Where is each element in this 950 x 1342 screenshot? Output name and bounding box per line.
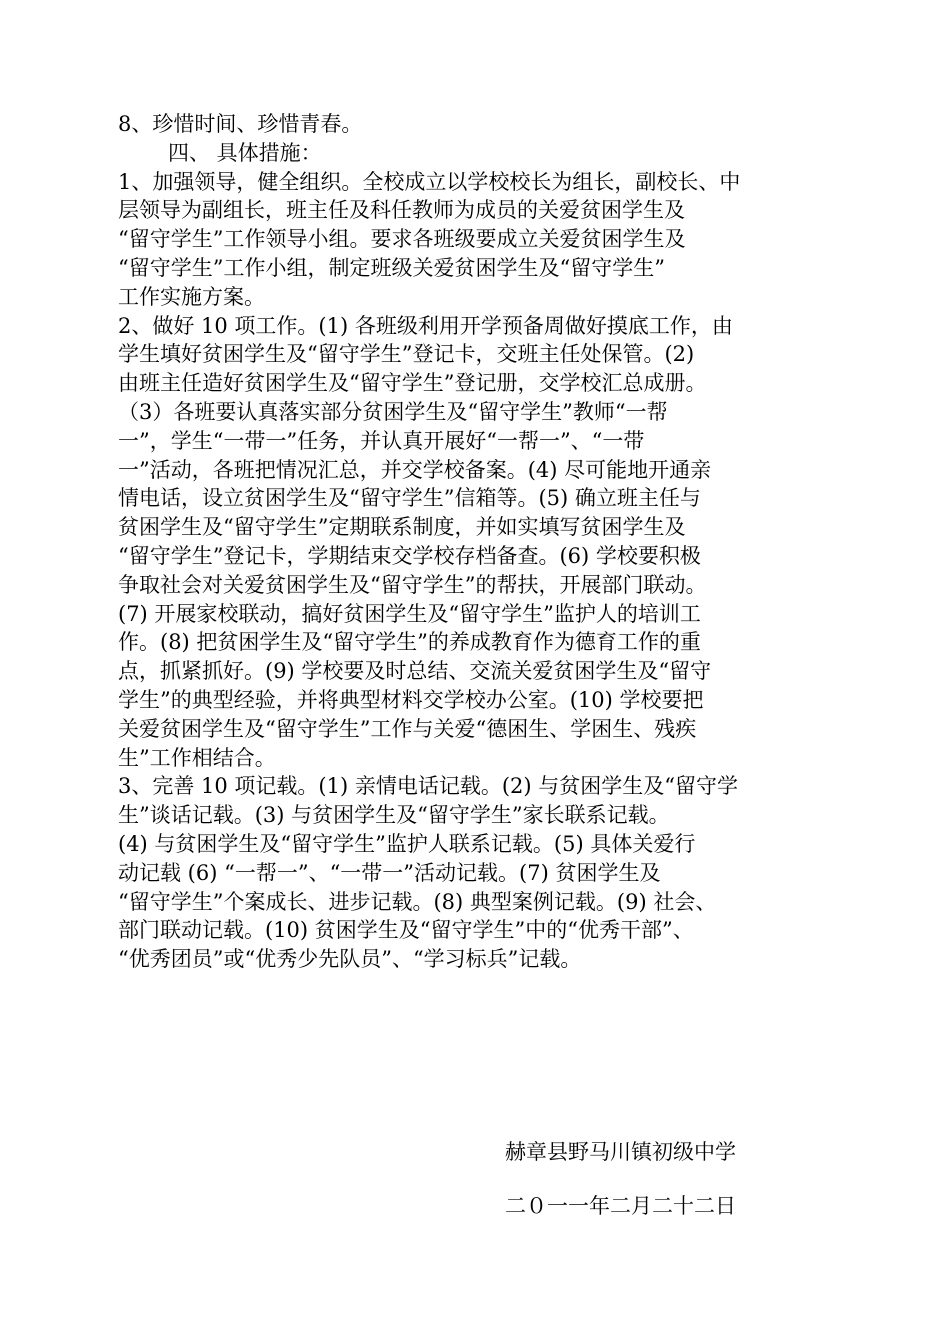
- text-line: “留守学生”工作小组，制定班级关爱贫困学生及“留守学生”: [118, 255, 665, 280]
- text-line: 动记载 (6) “一帮一”、“一带一”活动记载。(7) 贫困学生及: [118, 860, 661, 885]
- text-line: 1、加强领导，健全组织。全校成立以学校校长为组长，副校长、中: [118, 169, 741, 194]
- text-line: (7) 开展家校联动，搞好贫困学生及“留守学生”监护人的培训工: [118, 601, 701, 626]
- text-line: 学生”的典型经验，并将典型材料交学校办公室。(10) 学校要把: [118, 687, 704, 712]
- text-line: 情电话，设立贫困学生及“留守学生”信箱等。(5) 确立班主任与: [118, 486, 701, 511]
- text-line: （3）各班要认真落实部分贫困学生及“留守学生”教师“一帮: [118, 399, 668, 424]
- text-line: “留守学生”个案成长、进步记载。(8) 典型案例记载。(9) 社会、: [118, 889, 717, 914]
- text-line: 点，抓紧抓好。(9) 学校要及时总结、交流关爱贫困学生及“留守: [118, 659, 712, 684]
- text-line: 关爱贫困学生及“留守学生”工作与关爱“德困生、学困生、残疾: [118, 716, 697, 741]
- text-line: 8、珍惜时间、珍惜青春。: [118, 112, 363, 136]
- text-line: 工作实施方案。: [118, 284, 265, 309]
- text-line: 学生填好贫困学生及“留守学生”登记卡，交班主任处保管。(2): [118, 342, 695, 367]
- section-heading: 四、 具体措施：: [168, 140, 322, 165]
- signature-organization: 赫章县野马川镇初级中学: [505, 1140, 736, 1164]
- signature-date: 二０一一年二月二十二日: [505, 1194, 736, 1218]
- text-line: “优秀团员”或“优秀少先队员”、“学习标兵”记载。: [118, 947, 582, 972]
- text-line: 由班主任造好贫困学生及“留守学生”登记册，交学校汇总成册。: [118, 371, 707, 396]
- text-line: (4) 与贫困学生及“留守学生”监护人联系记载。(5) 具体关爱行: [118, 831, 696, 856]
- text-line: 2、做好 10 项工作。(1) 各班级利用开学预备周做好摸底工作，由: [118, 313, 733, 338]
- text-line: 一”，学生“一带一”任务，并认真开展好“一帮一”、“一带: [118, 428, 645, 453]
- text-line: 争取社会对关爱贫困学生及“留守学生”的帮扶，开展部门联动。: [118, 572, 707, 597]
- text-line: 一”活动，各班把情况汇总，并交学校备案。(4) 尽可能地开通亲: [118, 457, 712, 482]
- text-line: “留守学生”工作领导小组。要求各班级要成立关爱贫困学生及: [118, 227, 686, 252]
- text-line: “留守学生”登记卡，学期结束交学校存档备查。(6) 学校要积极: [118, 543, 701, 568]
- text-line: 生”工作相结合。: [118, 745, 276, 770]
- text-line: 部门联动记载。(10) 贫困学生及“留守学生”中的“优秀干部”、: [118, 918, 694, 943]
- text-line: 层领导为副组长，班主任及科任教师为成员的关爱贫困学生及: [118, 198, 685, 223]
- document-body: [118, 110, 848, 974]
- text-line: 作。(8) 把贫困学生及“留守学生”的养成教育作为德育工作的重: [118, 630, 701, 655]
- text-line: 3、完善 10 项记载。(1) 亲情电话记载。(2) 与贫困学生及“留守学: [118, 774, 739, 799]
- text-line: 贫困学生及“留守学生”定期联系制度，并如实填写贫困学生及: [118, 515, 686, 540]
- text-line: 生”谈话记载。(3) 与贫困学生及“留守学生”家长联系记载。: [118, 803, 670, 828]
